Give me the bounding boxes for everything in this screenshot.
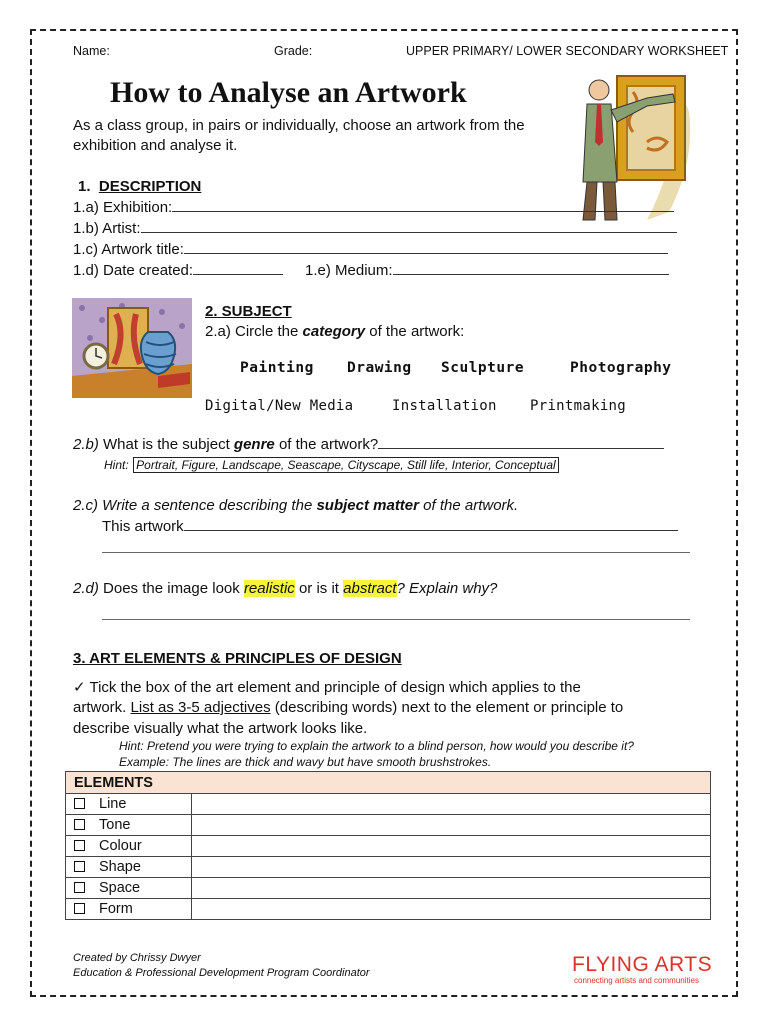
table-row — [66, 794, 711, 815]
genre-question[interactable]: 2.b) What is the subject genre of the artwork? — [73, 436, 664, 453]
element-adjectives-cell[interactable] — [192, 836, 711, 857]
checkmark-icon: ✓ — [73, 679, 86, 696]
checkbox-icon[interactable] — [74, 882, 85, 893]
elements-hint: Hint: Pretend you were trying to explain the artwork to a blind person, how would you describe it? — [119, 739, 634, 753]
table-row — [66, 857, 711, 878]
element-form[interactable]: Form — [66, 899, 192, 920]
name-label: Name: — [73, 44, 110, 58]
realism-answer-line[interactable] — [102, 619, 690, 620]
artist-field[interactable]: 1.b) Artist: — [73, 220, 677, 237]
subject-heading: 2. SUBJECT — [205, 303, 292, 320]
element-adjectives-cell[interactable] — [192, 857, 711, 878]
elements-instruction-3: describe visually what the artwork looks like. — [73, 720, 368, 737]
description-heading: 1. DESCRIPTION — [78, 178, 202, 195]
page-title: How to Analyse an Artwork — [110, 76, 467, 109]
credit-role: Education & Professional Development Program Coordinator — [73, 967, 370, 979]
grade-label: Grade: — [274, 44, 313, 58]
elements-heading: 3. ART ELEMENTS & PRINCIPLES OF DESIGN — [73, 650, 402, 667]
checkbox-icon[interactable] — [74, 840, 85, 851]
category-digital-new-media[interactable]: Digital/New Media — [205, 398, 354, 414]
table-row — [66, 815, 711, 836]
subject-matter-line-1[interactable]: This artwork — [102, 518, 678, 535]
elements-table — [65, 771, 711, 920]
category-prompt: 2.a) Circle the category of the artwork: — [205, 323, 465, 340]
category-painting[interactable]: Painting — [240, 360, 314, 376]
elements-instruction-1: ✓ Tick the box of the art element and principle of design which applies to the — [73, 679, 581, 696]
genre-hint: Hint: Portrait, Figure, Landscape, Seascape, Cityscape, Still life, Interior, Conceptual — [104, 456, 559, 474]
artwork-title-field[interactable]: 1.c) Artwork title: — [73, 241, 668, 258]
date-created-field[interactable]: 1.d) Date created: — [73, 262, 283, 279]
element-shape[interactable]: Shape — [66, 857, 192, 878]
category-printmaking[interactable]: Printmaking — [530, 398, 627, 414]
flying-arts-tagline: connecting artists and communities — [574, 976, 699, 985]
realism-question: 2.d) Does the image look realistic or is it abstract? Explain why? — [73, 580, 498, 597]
medium-field[interactable]: 1.e) Medium: — [305, 262, 669, 279]
checkbox-icon[interactable] — [74, 861, 85, 872]
category-sculpture[interactable]: Sculpture — [441, 360, 525, 376]
element-space[interactable]: Space — [66, 878, 192, 899]
table-row — [66, 899, 711, 920]
elements-instruction-2: artwork. List as 3-5 adjectives (describing words) next to the element or principle to — [73, 699, 624, 716]
checkbox-icon[interactable] — [74, 903, 85, 914]
category-photography[interactable]: Photography — [570, 360, 672, 376]
table-row — [66, 836, 711, 857]
genre-hint-box: Portrait, Figure, Landscape, Seascape, Cityscape, Still life, Interior, Conceptual — [133, 457, 559, 473]
element-colour[interactable]: Colour — [66, 836, 192, 857]
element-adjectives-cell[interactable] — [192, 899, 711, 920]
table-row — [66, 878, 711, 899]
element-adjectives-cell[interactable] — [192, 815, 711, 836]
intro-text: As a class group, in pairs or individually, choose an artwork from the exhibition and analyse it. — [73, 117, 525, 154]
elements-example: Example: The lines are thick and wavy but have smooth brushstrokes. — [119, 755, 492, 769]
element-line[interactable]: Line — [66, 794, 192, 815]
element-tone[interactable]: Tone — [66, 815, 192, 836]
worksheet-level: UPPER PRIMARY/ LOWER SECONDARY WORKSHEET — [406, 44, 729, 58]
element-adjectives-cell[interactable] — [192, 878, 711, 899]
flying-arts-logo: FLYING ARTS — [572, 953, 713, 976]
subject-matter-question: 2.c) Write a sentence describing the subject matter of the artwork. — [73, 497, 519, 514]
checkbox-icon[interactable] — [74, 819, 85, 830]
category-installation[interactable]: Installation — [392, 398, 497, 414]
checkbox-icon[interactable] — [74, 798, 85, 809]
element-adjectives-cell[interactable] — [192, 794, 711, 815]
exhibition-field[interactable]: 1.a) Exhibition: — [73, 199, 674, 216]
still-life-illustration — [72, 298, 192, 398]
category-drawing[interactable]: Drawing — [347, 360, 412, 376]
elements-table-header: ELEMENTS — [66, 772, 711, 794]
credit-author: Created by Chrissy Dwyer — [73, 952, 201, 964]
subject-matter-line-2[interactable] — [102, 552, 690, 553]
